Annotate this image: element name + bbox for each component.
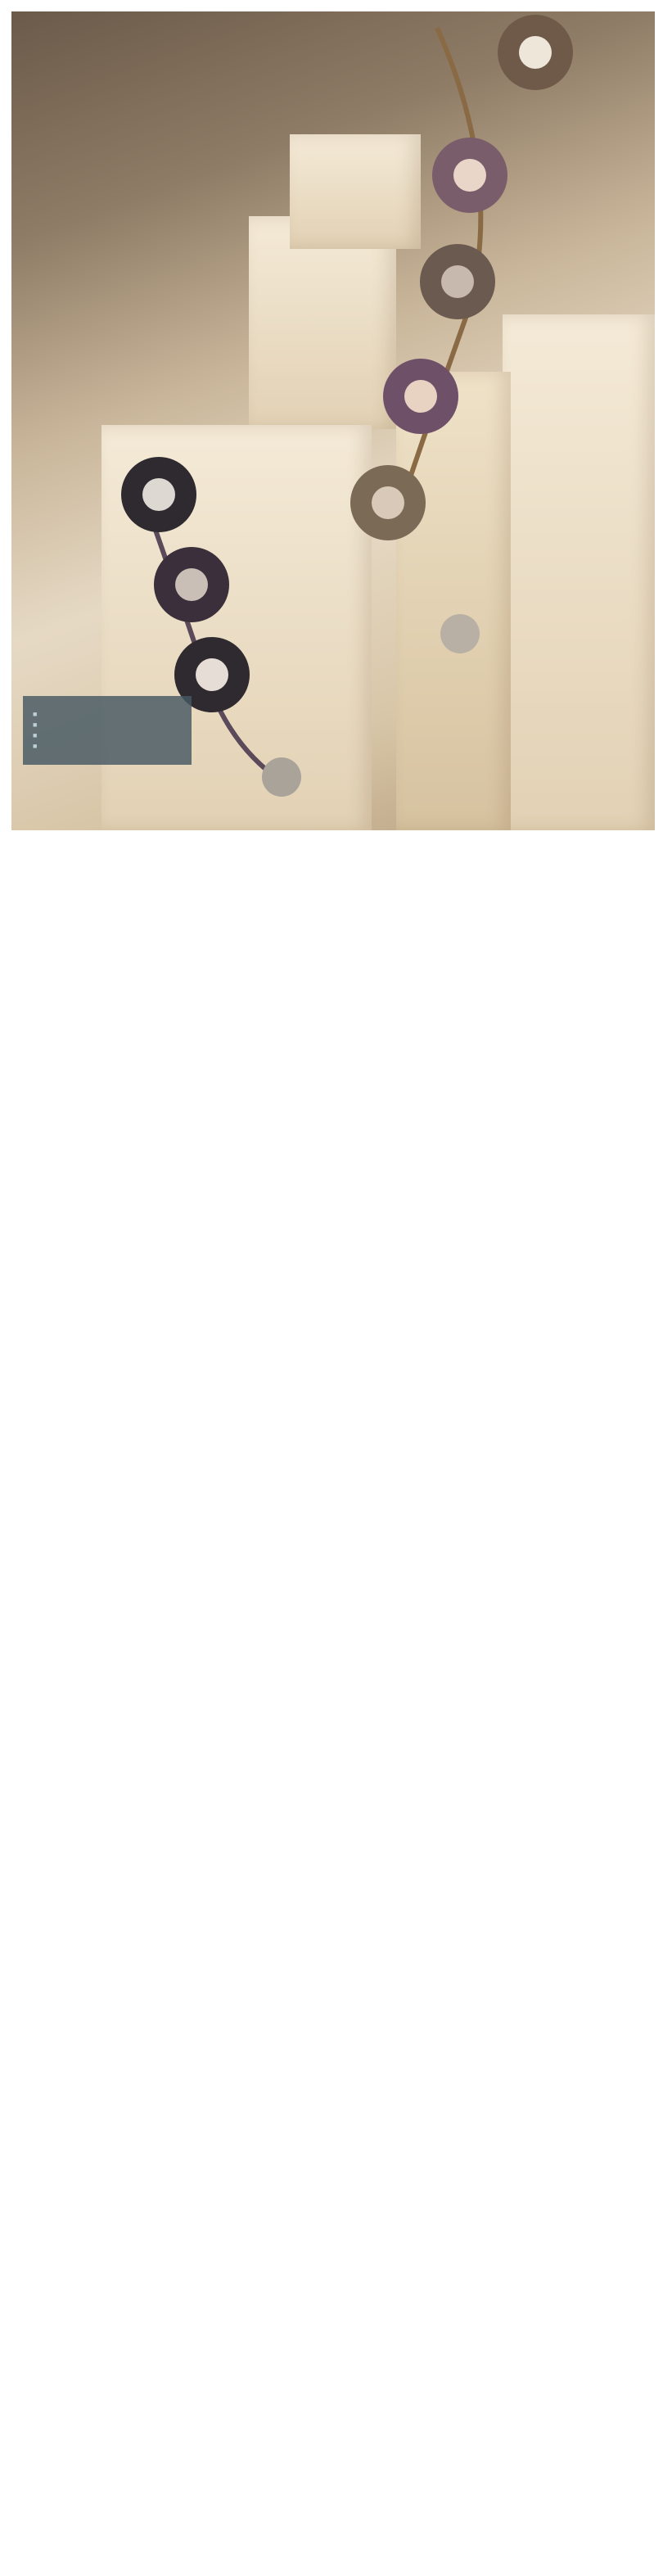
page-112 [0,0,663,854]
technique-item [33,730,182,741]
technique-item [33,720,182,730]
techniques-box [23,696,192,765]
technique-item [33,709,182,720]
technique-item [33,741,182,752]
hero-photo [11,11,655,830]
jewel-group [121,15,573,797]
